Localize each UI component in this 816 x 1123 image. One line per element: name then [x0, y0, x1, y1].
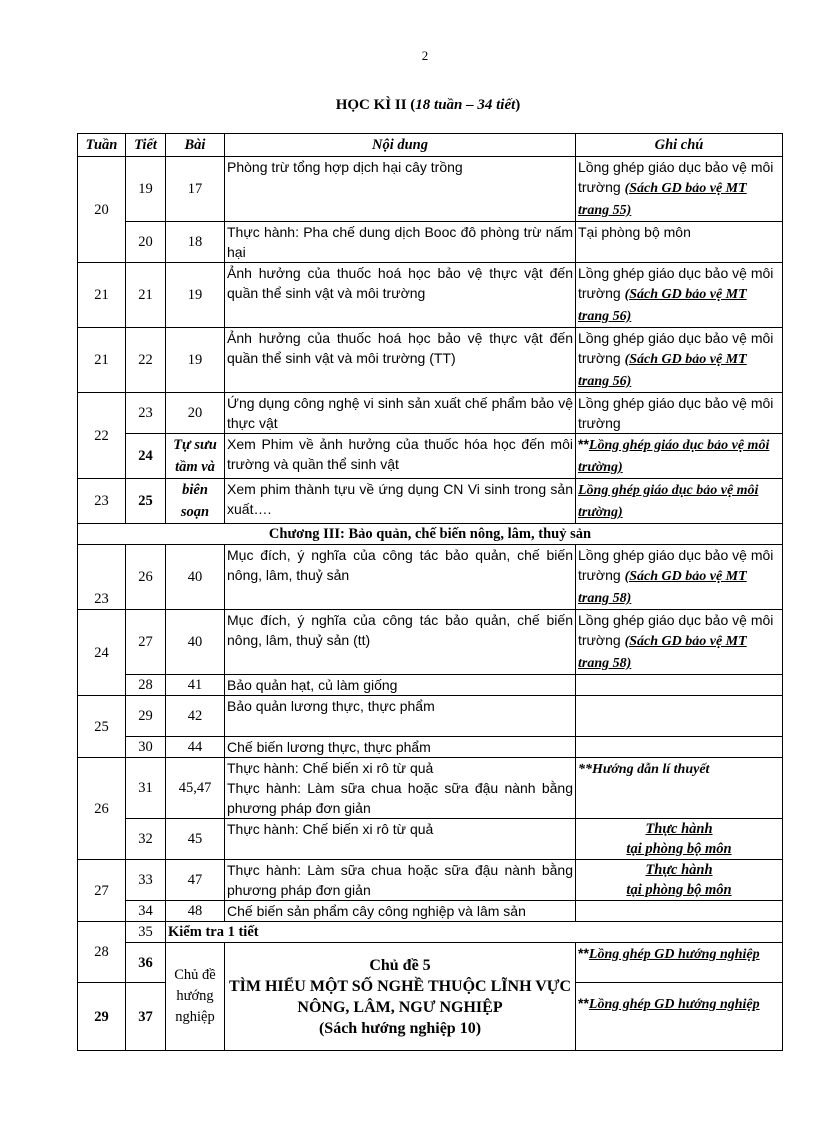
- period-cell: 22: [126, 328, 166, 393]
- lesson-cell: Tự sưu tầm và: [166, 434, 225, 479]
- lesson-cell: 45: [166, 819, 225, 860]
- table-row: [78, 922, 783, 943]
- note-cell: Lồng ghép giáo dục bảo vệ môi trường): [576, 479, 783, 524]
- header-week: Tuần: [78, 134, 126, 157]
- week-cell: 25: [78, 696, 126, 758]
- lesson-cell: 19: [166, 328, 225, 393]
- content-cell: Xem Phim về ảnh hưởng của thuốc hóa học đến môi trường và quần thể sinh vật: [225, 434, 576, 479]
- note-cell: Lồng ghép giáo dục bảo vệ môi trường (Sách GD bảo vệ MT trang 55): [576, 157, 783, 222]
- note-cell: [576, 737, 783, 758]
- table-row: [78, 737, 783, 758]
- table-row: [78, 479, 783, 524]
- lesson-cell: 41: [166, 675, 225, 696]
- lesson-cell: 18: [166, 222, 225, 263]
- period-cell: 34: [126, 901, 166, 922]
- period-cell: 25: [126, 479, 166, 524]
- period-cell: 19: [126, 157, 166, 222]
- lesson-cell: 44: [166, 737, 225, 758]
- table-row: [78, 901, 783, 922]
- period-cell: 27: [126, 610, 166, 675]
- content-cell: Xem phim thành tựu về ứng dụng CN Vi sinh trong sản xuất….: [225, 479, 576, 524]
- lesson-cell: 42: [166, 696, 225, 737]
- table-row: [78, 610, 783, 675]
- note-cell: **Hướng dẫn lí thuyết: [576, 758, 783, 819]
- table-row: [78, 263, 783, 328]
- content-cell: Ảnh hưởng của thuốc hoá học bảo vệ thực vật đến quần thể sinh vật và môi trường: [225, 263, 576, 328]
- lesson-cell: 17: [166, 157, 225, 222]
- header-content: Nội dung: [225, 134, 576, 157]
- period-cell: 21: [126, 263, 166, 328]
- week-cell: 23: [78, 479, 126, 524]
- period-cell: 20: [126, 222, 166, 263]
- week-cell: 21: [78, 263, 126, 328]
- lesson-cell: biên soạn: [166, 479, 225, 524]
- content-cell: Bảo quản lương thực, thực phẩm: [225, 696, 576, 737]
- table-row: [78, 675, 783, 696]
- table-row: [78, 328, 783, 393]
- week-cell: 23: [78, 545, 126, 610]
- note-cell: [576, 901, 783, 922]
- week-cell: 28: [78, 922, 126, 983]
- page-title: HỌC KÌ II (18 tuần – 34 tiết): [335, 97, 521, 113]
- content-cell: Phòng trừ tổng hợp dịch hại cây trồng: [225, 157, 576, 222]
- note-cell: **Lồng ghép GD hướng nghiệp: [576, 983, 783, 1051]
- note-cell: Tại phòng bộ môn: [576, 222, 783, 263]
- period-cell: 29: [126, 696, 166, 737]
- lesson-cell: 19: [166, 263, 225, 328]
- period-cell: 24: [126, 434, 166, 479]
- content-cell: Thực hành: Chế biến xi rô từ quả Thực hành: Làm sữa chua hoặc sữa đậu nành bằng phương pháp đơn giản: [225, 758, 576, 819]
- table-row: [78, 157, 783, 222]
- header-note: Ghi chú: [576, 134, 783, 157]
- week-cell: 20: [78, 157, 126, 263]
- lesson-cell: 40: [166, 610, 225, 675]
- note-cell: Lồng ghép giáo dục bảo vệ môi trường (Sách GD bảo vệ MT trang 56): [576, 328, 783, 393]
- note-cell: Lồng ghép giáo dục bảo vệ môi trường (Sách GD bảo vệ MT trang 58): [576, 610, 783, 675]
- lesson-cell: Chủ đề hướng nghiệp: [166, 943, 225, 1051]
- week-cell: 26: [78, 758, 126, 860]
- table-row: [78, 819, 783, 860]
- page-number: 2: [421, 48, 429, 63]
- chapter-heading: Chương III: Bảo quản, chế biến nông, lâm, thuỷ sản: [78, 524, 783, 545]
- table-row: [78, 860, 783, 901]
- table-row: [78, 758, 783, 819]
- topic-cell: Chủ đề 5 TÌM HIỂU MỘT SỐ NGHỀ THUỘC LĨNH VỰC NÔNG, LÂM, NGƯ NGHIỆP (Sách hướng nghiệp 10): [225, 943, 576, 1051]
- period-cell: 31: [126, 758, 166, 819]
- note-cell: [576, 696, 783, 737]
- table-header-row: [78, 134, 783, 157]
- week-cell: 29: [78, 983, 126, 1051]
- period-cell: 36: [126, 943, 166, 983]
- note-cell: **Lồng ghép GD hướng nghiệp: [576, 943, 783, 983]
- table-row: [78, 393, 783, 434]
- header-lesson: Bài: [166, 134, 225, 157]
- note-cell: **Lồng ghép giáo dục bảo vệ môi trường): [576, 434, 783, 479]
- lesson-cell: 40: [166, 545, 225, 610]
- week-cell: 21: [78, 328, 126, 393]
- period-cell: 32: [126, 819, 166, 860]
- content-cell: Thực hành: Pha chế dung dịch Booc đô phòng trừ nấm hại: [225, 222, 576, 263]
- content-cell: Bảo quản hạt, củ làm giống: [225, 675, 576, 696]
- period-cell: 33: [126, 860, 166, 901]
- table-row: [78, 434, 783, 479]
- table-row: [78, 222, 783, 263]
- content-cell: Mục đích, ý nghĩa của công tác bảo quản, chế biến nông, lâm, thuỷ sản: [225, 545, 576, 610]
- content-cell: Thực hành: Làm sữa chua hoặc sữa đậu nành bằng phương pháp đơn giản: [225, 860, 576, 901]
- note-cell: Lồng ghép giáo dục bảo vệ môi trường (Sách GD bảo vệ MT trang 58): [576, 545, 783, 610]
- lesson-cell: 20: [166, 393, 225, 434]
- content-cell: Ảnh hưởng của thuốc hoá học bảo vệ thực vật đến quần thể sinh vật và môi trường (TT): [225, 328, 576, 393]
- lesson-cell: 45,47: [166, 758, 225, 819]
- note-cell: [576, 675, 783, 696]
- period-cell: 35: [126, 922, 166, 943]
- note-cell: Lồng ghép giáo dục bảo vệ môi trường: [576, 393, 783, 434]
- period-cell: 26: [126, 545, 166, 610]
- table-row: [78, 696, 783, 737]
- period-cell: 28: [126, 675, 166, 696]
- note-cell: Thực hành tại phòng bộ môn: [576, 860, 783, 901]
- period-cell: 37: [126, 983, 166, 1051]
- week-cell: 24: [78, 610, 126, 696]
- period-cell: 30: [126, 737, 166, 758]
- content-cell: Chế biến lương thực, thực phẩm: [225, 737, 576, 758]
- week-cell: 27: [78, 860, 126, 922]
- content-cell: Ứng dụng công nghệ vi sinh sản xuất chế phẩm bảo vệ thực vật: [225, 393, 576, 434]
- note-cell: Lồng ghép giáo dục bảo vệ môi trường (Sách GD bảo vệ MT trang 56): [576, 263, 783, 328]
- table-row: [78, 545, 783, 610]
- lesson-cell: 47: [166, 860, 225, 901]
- lesson-plan-table: [77, 133, 783, 1051]
- content-cell: Thực hành: Chế biến xi rô từ quả: [225, 819, 576, 860]
- period-cell: 23: [126, 393, 166, 434]
- chapter-row: [78, 524, 783, 545]
- header-period: Tiết: [126, 134, 166, 157]
- lesson-cell: 48: [166, 901, 225, 922]
- table-row: [78, 943, 783, 983]
- test-cell: Kiểm tra 1 tiết: [166, 922, 783, 943]
- week-cell: 22: [78, 393, 126, 479]
- note-cell: Thực hành tại phòng bộ môn: [576, 819, 783, 860]
- content-cell: Chế biến sản phẩm cây công nghiệp và lâm sản: [225, 901, 576, 922]
- content-cell: Mục đích, ý nghĩa của công tác bảo quản, chế biến nông, lâm, thuỷ sản (tt): [225, 610, 576, 675]
